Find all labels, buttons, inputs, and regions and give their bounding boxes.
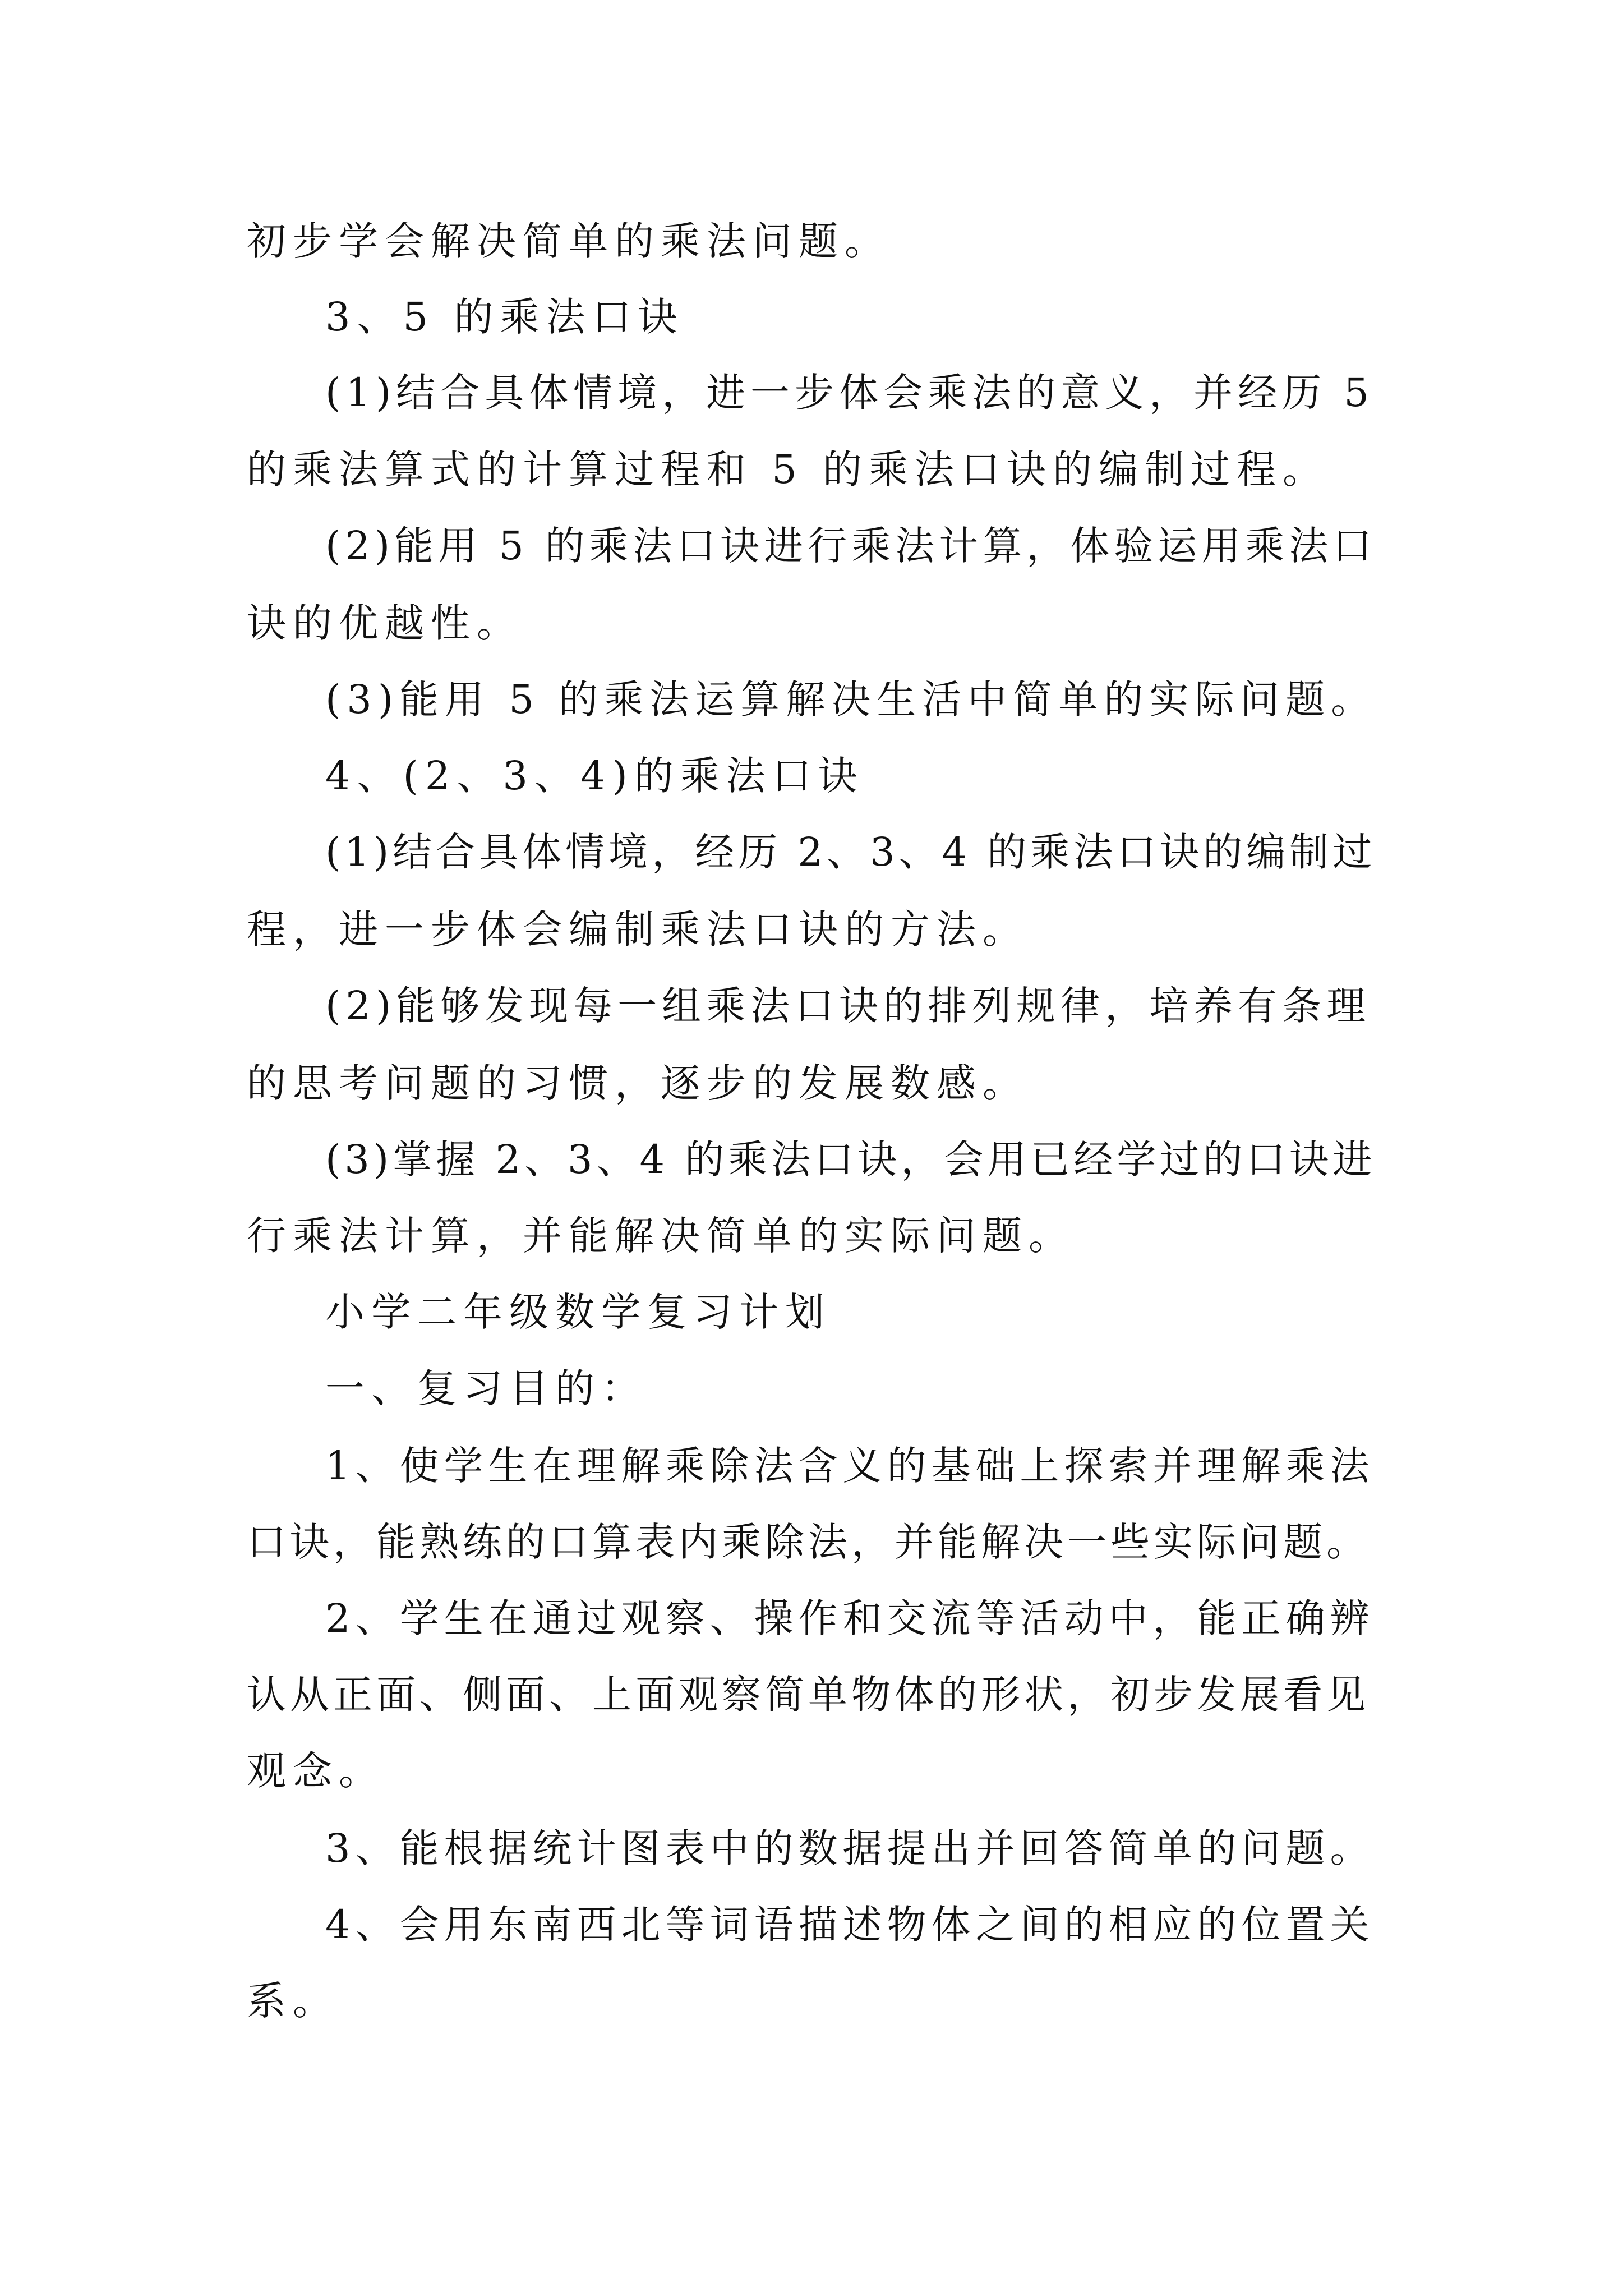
text-line: (2)能够发现每一组乘法口诀的排列规律，培养有条理 (325, 983, 1371, 1029)
text-line: 3、能根据统计图表中的数据提出并回答简单的问题。 (325, 1825, 1375, 1871)
text-line: 认从正面、侧面、上面观察简单物体的形状，初步发展看见 (247, 1672, 1370, 1718)
text-line: 系。 (247, 1978, 339, 2024)
text-line: (1)结合具体情境，经历 2、3、4 的乘法口诀的编制过 (325, 829, 1376, 875)
section-heading: 一、复习目的： (325, 1365, 647, 1411)
text-line: (3)能用 5 的乘法运算解决生活中简单的实际问题。 (325, 677, 1377, 723)
text-line: 的乘法算式的计算过程和 5 的乘法口诀的编制过程。 (247, 447, 1329, 493)
text-line: 观念。 (247, 1748, 385, 1794)
text-line: (1)结合具体情境，进一步体会乘法的意义，并经历 5 (325, 370, 1374, 416)
section-heading: 3、5 的乘法口诀 (325, 294, 684, 340)
text-line: 的思考问题的习惯，逐步的发展数感。 (247, 1060, 1029, 1106)
text-line: 初步学会解决简单的乘法问题。 (247, 218, 891, 264)
text-line: 1、使学生在理解乘除法含义的基础上探索并理解乘法 (325, 1443, 1375, 1489)
text-line: (2)能用 5 的乘法口诀进行乘法计算，体验运用乘法口 (325, 523, 1377, 569)
section-heading: 4、(2、3、4)的乘法口诀 (325, 753, 864, 799)
text-line: 诀的优越性。 (247, 600, 523, 646)
text-line: 2、学生在通过观察、操作和交流等活动中，能正确辨 (325, 1595, 1375, 1641)
text-line: 4、会用东南西北等词语描述物体之间的相应的位置关 (325, 1902, 1375, 1948)
document-title: 小学二年级数学复习计划 (325, 1289, 831, 1335)
text-line: 口诀，能熟练的口算表内乘除法，并能解决一些实际问题。 (247, 1519, 1370, 1565)
text-line: 行乘法计算，并能解决简单的实际问题。 (247, 1213, 1075, 1259)
text-line: 程，进一步体会编制乘法口诀的方法。 (247, 907, 1029, 953)
text-line: (3)掌握 2、3、4 的乘法口诀，会用已经学过的口诀进 (325, 1137, 1376, 1182)
